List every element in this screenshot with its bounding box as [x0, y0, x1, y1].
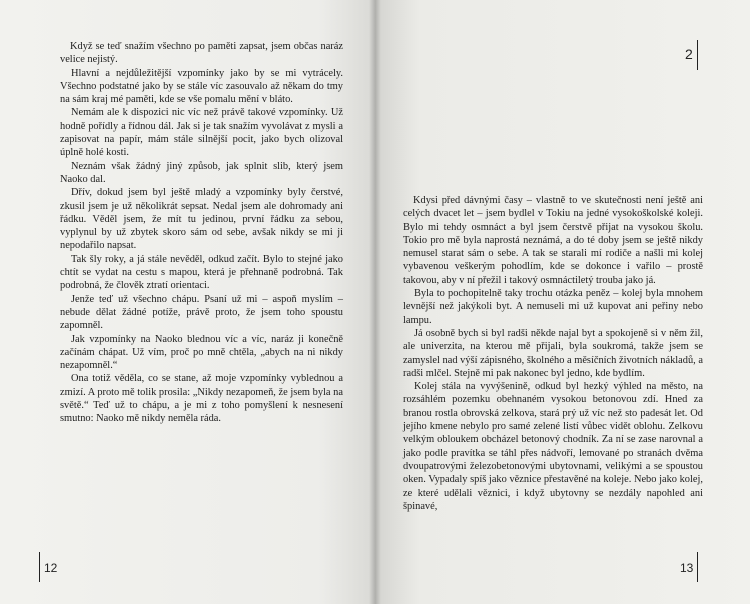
chapter-number: 2	[685, 46, 693, 62]
right-page-text	[403, 194, 703, 513]
paragraph: Kdysi před dávnými časy – vlastně to ve skutečnosti není ještě ani celých dvacet let – jsem bydlel v Tokiu na jedné vysokoškolské koleji. Bylo mi tehdy osmnáct a byl jsem čerstvě přijat na vysokou školu. Tokio pro mě byla naprostá neznámá, a do té doby jsem se ještě nikdy nemusel starat sám o sebe. A tak se starali mí rodiče a našli mi kolej vybavenou veškerým pohodlím, kde se dokonce i vařilo – prostě takovou, aby v ní přežil i takový osmnáctiletý trouba jako já.	[403, 195, 703, 286]
paragraph: Já osobně bych si byl radši někde najal byt a spokojeně si v něm žil, ale univerzita, na kterou mě přijali, byla soukromá, takže jsem se zamyslel nad výší zápisného, školného a měsíčních životních nákladů, a radši mlčel. Stejně mi pak nakonec byl jedno, kde bydlím.	[403, 327, 703, 379]
book-gutter	[369, 0, 381, 604]
right-page-number: 13	[680, 561, 694, 575]
chapter-rule	[697, 40, 698, 70]
paragraph: Jak vzpomínky na Naoko blednou víc a víc, naráz ji konečně začínám chápat. Už vím, proč po mně chtěla, „abych na ni nikdy nezapomněl.“	[60, 333, 343, 372]
right-folio-rule	[697, 552, 698, 582]
paragraph: Kolej stála na vyvýšenině, odkud byl hezký výhled na město, na rozsáhlém pozemku obehnaném vysokou betonovou zdí. Hned za branou rostla obrovská zelkova, stará prý už víc než sto padesát let. Od jejího kmene nebylo pro samé zelené listí vůbec vidět oblohu. Zelkovu velkým obloukem obcházel betonový chodník. Za ní se zase narovnal a jako podle pravítka se táhl přes nádvoří, lemované po stranách dvěma dvoupatrovými železobetonovými ubytovnami, velikými a se spoustou oken. Vypadaly spíš jako věznice přestavěné na koleje. Nebo jako kolej, ze které udělali věznici, i když ubytovny se nezdály napohled ani špinavé,	[403, 381, 703, 512]
paragraph: Ona totiž věděla, co se stane, až moje vzpomínky vyblednou a zmizí. A proto mě tolik prosila: „Nikdy nezapomeň, že jsem byla na světě.“ Teď už to chápu, a je mi z toho pomyšlení k nesnesení smutno: Naoko mě nikdy neměla ráda.	[60, 373, 343, 425]
left-folio-rule	[39, 552, 40, 582]
paragraph: Nemám ale k dispozici nic víc než právě takové vzpomínky. Už hodně pořídly a řídnou dál. Jak si je tak snažím vyvolávat z mysli a zapisovat na papír, mám stále silnější pocit, jako bych olizoval úplně holé kosti.	[60, 107, 343, 159]
left-page-text	[60, 40, 343, 426]
paragraph: Jenže teď už všechno chápu. Psaní už mi – aspoň myslím – nebude dělat žádné potíže, právě proto, že jsem toho spoustu zapomněl.	[60, 293, 343, 332]
paragraph: Tak šly roky, a já stále nevěděl, odkud začít. Bylo to stejné jako chtít se vydat na cestu s mapou, která je přehnaně podrobná. Tak podrobná, že člověk ztratí orientaci.	[60, 253, 343, 292]
paragraph: Když se teď snažím všechno po paměti zapsat, jsem občas naráz velice nejistý.	[60, 41, 343, 66]
paragraph: Hlavní a nejdůležitější vzpomínky jako by se mi vytrácely. Všechno podstatné jako by se stále víc zasouvalo až někam do tmy na sám kraj mé paměti, kde se vše pomalu mění v bláto.	[60, 67, 343, 106]
paragraph: Byla to pochopitelně taky trochu otázka peněz – kolej byla mnohem levnější než jakýkoli byt. A nemuseli mi už kupovat ani peřiny nebo lampu.	[403, 288, 703, 326]
left-page-number: 12	[44, 561, 58, 575]
right-page	[375, 0, 750, 604]
paragraph: Dřív, dokud jsem byl ještě mladý a vzpomínky byly čerstvé, zkusil jsem je už několikrát sepsat. Nedal jsem ale dohromady ani řádku. Věděl jsem, že mít tu jedinou, první řádku za sebou, vyplynul by už zbytek skoro sám od sebe, avšak nikdy se mi ji nepodařilo napsat.	[60, 187, 343, 252]
paragraph: Neznám však žádný jiný způsob, jak splnit slib, který jsem Naoko dal.	[60, 160, 343, 185]
